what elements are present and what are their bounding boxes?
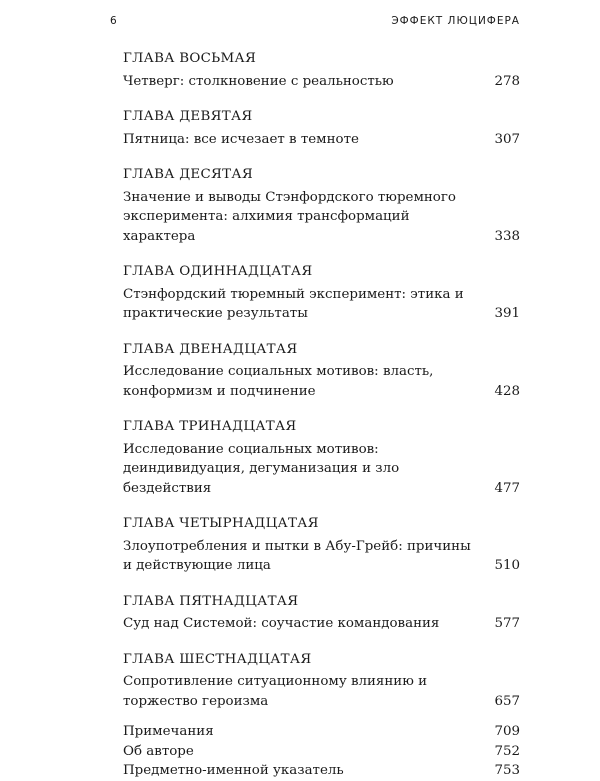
chapter-heading: ГЛАВА ДЕВЯТАЯ bbox=[123, 109, 253, 124]
chapter-15 bbox=[123, 592, 520, 634]
chapter-title: Стэнфордский тюремный эксперимент: этика и практические результаты bbox=[123, 286, 464, 321]
chapter-10 bbox=[123, 165, 520, 246]
chapter-title: Сопротивление ситуационному влиянию и торжество героизма bbox=[123, 674, 428, 709]
chapter-heading: ГЛАВА ДЕСЯТАЯ bbox=[123, 167, 253, 182]
page-number: 6 bbox=[110, 15, 118, 27]
chapter-heading: ГЛАВА ЧЕТЫРНАДЦАТАЯ bbox=[123, 516, 319, 531]
table-of-contents bbox=[123, 49, 520, 781]
chapter-heading: ГЛАВА ТРИНАДЦАТАЯ bbox=[123, 419, 297, 434]
chapter-title: Суд над Системой: соучастие командования bbox=[123, 616, 440, 631]
toc-entry[interactable] bbox=[123, 614, 520, 634]
running-title: ЭФФЕКТ ЛЮЦИФЕРА bbox=[391, 15, 520, 27]
chapter-9 bbox=[123, 107, 520, 149]
backmatter-title: Об авторе bbox=[123, 743, 194, 759]
chapter-12 bbox=[123, 340, 520, 402]
toc-entry-about-author[interactable] bbox=[123, 742, 520, 762]
chapter-heading: ГЛАВА ОДИННАДЦАТАЯ bbox=[123, 264, 313, 279]
chapter-8 bbox=[123, 49, 520, 91]
toc-entry[interactable] bbox=[123, 188, 520, 247]
chapter-page: 657 bbox=[494, 693, 520, 709]
toc-entry[interactable] bbox=[123, 130, 520, 150]
chapter-page: 338 bbox=[494, 228, 520, 244]
chapter-heading: ГЛАВА ПЯТНАДЦАТАЯ bbox=[123, 593, 299, 609]
chapter-heading: ГЛАВА ДВЕНАДЦАТАЯ bbox=[123, 341, 298, 357]
chapter-page: 391 bbox=[494, 306, 520, 321]
toc-entry[interactable] bbox=[123, 440, 520, 499]
toc-entry[interactable] bbox=[123, 72, 520, 92]
chapter-page: 428 bbox=[494, 383, 520, 399]
backmatter-page: 752 bbox=[494, 743, 520, 759]
backmatter-title: Предметно-именной указатель bbox=[123, 763, 344, 778]
chapter-16 bbox=[123, 650, 520, 712]
chapter-title: Значение и выводы Стэнфордского тюремного эксперимента: алхимия трансформаций характера bbox=[123, 189, 456, 244]
toc-entry[interactable] bbox=[123, 672, 520, 711]
backmatter-page: 709 bbox=[494, 724, 520, 739]
chapter-page: 577 bbox=[494, 616, 520, 631]
chapter-page: 278 bbox=[494, 73, 520, 89]
chapter-title: Злоупотребления и пытки в Абу-Грейб: причины и действующие лица bbox=[123, 538, 471, 573]
toc-entry[interactable] bbox=[123, 285, 520, 324]
chapter-title: Четверг: столкновение с реальностью bbox=[123, 73, 394, 89]
toc-entry[interactable] bbox=[123, 537, 520, 576]
chapter-page: 477 bbox=[494, 480, 520, 496]
chapter-page: 510 bbox=[494, 558, 520, 573]
chapter-11 bbox=[123, 262, 520, 324]
toc-entry[interactable] bbox=[123, 362, 520, 401]
backmatter-title: Примечания bbox=[123, 724, 214, 739]
page-header bbox=[110, 15, 520, 33]
backmatter-page: 753 bbox=[494, 763, 520, 778]
toc-entry-notes[interactable] bbox=[123, 722, 520, 742]
chapter-title: Исследование социальных мотивов: власть, конформизм и подчинение bbox=[123, 364, 434, 399]
backmatter bbox=[123, 722, 520, 781]
chapter-13 bbox=[123, 417, 520, 498]
chapter-title: Пятница: все исчезает в темноте bbox=[123, 131, 359, 147]
chapter-heading: ГЛАВА ШЕСТНАДЦАТАЯ bbox=[123, 651, 312, 667]
chapter-title: Исследование социальных мотивов: деиндивидуация, дегуманизация и зло бездействия bbox=[123, 441, 400, 496]
chapter-14 bbox=[123, 514, 520, 576]
toc-entry-index[interactable] bbox=[123, 761, 520, 781]
chapter-heading: ГЛАВА ВОСЬМАЯ bbox=[123, 51, 257, 66]
chapter-page: 307 bbox=[494, 131, 520, 147]
